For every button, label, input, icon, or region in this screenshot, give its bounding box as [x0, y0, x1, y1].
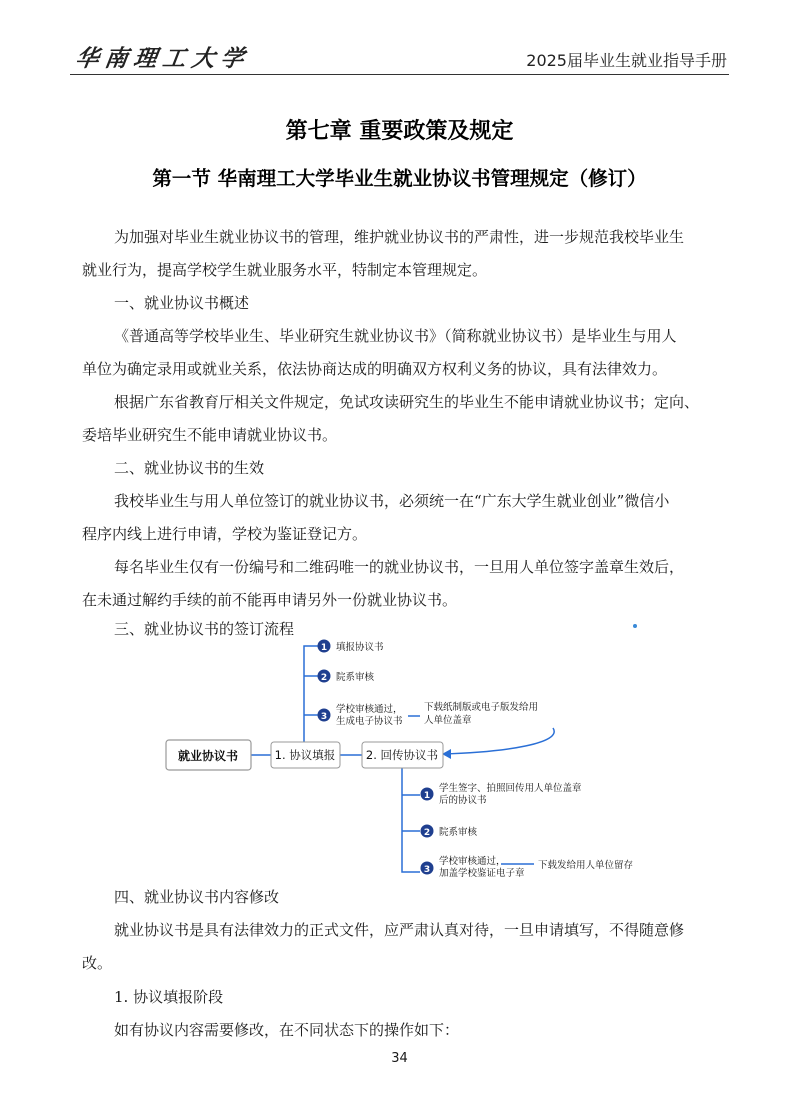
heading-4: 四、就业协议书内容修改	[114, 888, 280, 906]
step-number: 2	[320, 673, 328, 683]
page-number: 34	[391, 1051, 408, 1066]
page-header	[70, 40, 729, 75]
heading-5: 1. 协议填报阶段	[114, 988, 224, 1006]
node-fill-agreement: 1. 协议填报	[274, 748, 336, 762]
step-text: 填报协议书	[336, 642, 384, 653]
step-number: 2	[423, 828, 431, 838]
step-text: 学生签字、拍照回传用人单位盖章	[439, 783, 582, 794]
step-text: 学校审核通过，	[336, 704, 403, 715]
step-number: 3	[423, 865, 431, 875]
header-title: 2025届毕业生就业指导手册	[526, 51, 727, 70]
signing-flow-diagram	[158, 628, 648, 883]
node-return-agreement: 2. 回传协议书	[365, 748, 439, 762]
paragraph-line: 就业行为，提高学校学生就业服务水平，特制定本管理规定。	[82, 261, 488, 279]
paragraph-line: 单位为确定录用或就业关系，依法协商达成的明确双方权利义务的协议，具有法律效力。	[82, 360, 668, 378]
paragraph-line: 改。	[82, 954, 113, 972]
paragraph-line: 每名毕业生仅有一份编号和二维码唯一的就业协议书，一旦用人单位签字盖章生效后，	[114, 558, 685, 576]
heading-1: 一、就业协议书概述	[114, 294, 250, 312]
paragraph-line: 程序内线上进行申请，学校为鉴证登记方。	[82, 525, 368, 543]
step-text: 加盖学校鉴证电子章	[439, 868, 525, 879]
section-title: 第一节 华南理工大学毕业生就业协议书管理规定（修订）	[152, 167, 647, 190]
step-note: 下载发给用人单位留存	[538, 860, 634, 871]
step-text: 后的协议书	[439, 795, 487, 806]
paragraph-line: 我校毕业生与用人单位签订的就业协议书，必须统一在“广东大学生就业创业”微信小	[114, 492, 670, 510]
step-text: 院系审核	[336, 672, 375, 683]
step-text: 院系审核	[439, 827, 478, 838]
paragraph-line: 为加强对毕业生就业协议书的管理，维护就业协议书的严肃性，进一步规范我校毕业生	[114, 228, 685, 246]
paragraph-line: 在未通过解约手续的前不能再申请另外一份就业协议书。	[82, 591, 458, 609]
paragraph-line: 如有协议内容需要修改，在不同状态下的操作如下：	[114, 1021, 460, 1039]
chapter-title: 第七章 重要政策及规定	[285, 119, 514, 144]
root-node-label: 就业协议书	[177, 749, 239, 763]
paragraph-line: 根据广东省教育厅相关文件规定，免试攻读研究生的毕业生不能申请就业协议书；定向、	[114, 393, 700, 411]
paragraph-line: 《普通高等学校毕业生、毕业研究生就业协议书》（简称就业协议书）是毕业生与用人	[114, 327, 677, 345]
heading-2: 二、就业协议书的生效	[114, 459, 265, 477]
step-number: 3	[320, 712, 328, 722]
paragraph-line: 就业协议书是具有法律效力的正式文件，应严肃认真对待，一旦申请填写，不得随意修	[114, 921, 685, 939]
step-text: 学校审核通过，	[439, 856, 506, 867]
university-logo: 华南理工大学	[73, 45, 252, 72]
paragraph-line: 委培毕业研究生不能申请就业协议书。	[82, 426, 338, 444]
step-text: 生成电子协议书	[336, 716, 403, 727]
step-note: 下载纸制版或电子版发给用	[424, 702, 539, 713]
step-number: 1	[423, 791, 431, 801]
step-number: 1	[320, 643, 328, 653]
heading-3: 三、就业协议书的签订流程	[114, 620, 295, 638]
step-note: 人单位盖章	[424, 715, 472, 726]
